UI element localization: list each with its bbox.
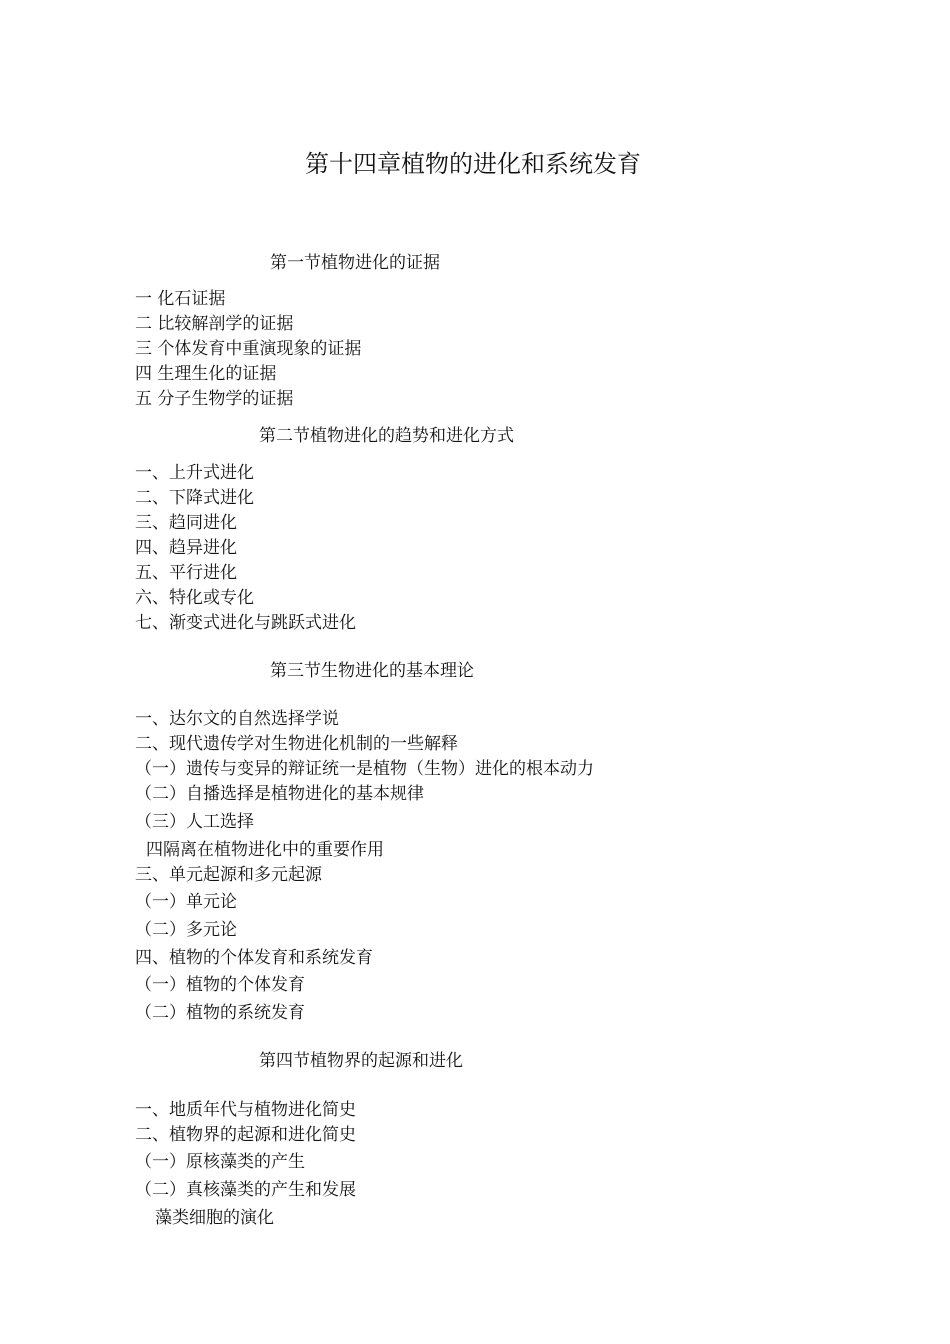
list-item: 四 生理生化的证据 (135, 364, 277, 384)
list-item: 藻类细胞的演化 (155, 1208, 274, 1228)
section-heading: 第一节植物进化的证据 (270, 253, 440, 273)
list-item: （一）遗传与变异的辩证统一是植物（生物）进化的根本动力 (135, 759, 594, 779)
list-item: 一、上升式进化 (135, 463, 254, 483)
section-heading: 第二节植物进化的趋势和进化方式 (259, 426, 514, 446)
list-item: 四隔离在植物进化中的重要作用 (146, 840, 384, 860)
list-item: 六、特化或专化 (135, 588, 254, 608)
list-item: 五 分子生物学的证据 (135, 389, 294, 409)
list-item: 二 比较解剖学的证据 (135, 314, 294, 334)
list-item: 一 化石证据 (135, 289, 226, 309)
list-item: （二）多元论 (135, 920, 237, 940)
list-item: 三、趋同进化 (135, 513, 237, 533)
list-item: （三）人工选择 (135, 812, 254, 832)
list-item: （一）原核藻类的产生 (135, 1152, 305, 1172)
list-item: 二、现代遗传学对生物进化机制的一些解释 (135, 734, 458, 754)
list-item: 五、平行进化 (135, 563, 237, 583)
section-heading: 第三节生物进化的基本理论 (270, 661, 474, 681)
list-item: （一）单元论 (135, 892, 237, 912)
section-heading: 第四节植物界的起源和进化 (259, 1051, 463, 1071)
list-item: 三 个体发育中重演现象的证据 (135, 339, 362, 359)
list-item: 四、趋异进化 (135, 538, 237, 558)
list-item: 一、达尔文的自然选择学说 (135, 709, 339, 729)
list-item: 二、下降式进化 (135, 488, 254, 508)
chapter-title: 第十四章植物的进化和系统发育 (305, 150, 641, 178)
list-item: （二）自播选择是植物进化的基本规律 (135, 784, 424, 804)
list-item: 七、渐变式进化与跳跃式进化 (135, 613, 356, 633)
list-item: 四、植物的个体发育和系统发育 (135, 948, 373, 968)
list-item: （二）真核藻类的产生和发展 (135, 1180, 356, 1200)
list-item: 三、单元起源和多元起源 (135, 865, 322, 885)
list-item: （一）植物的个体发育 (135, 975, 305, 995)
list-item: 一、地质年代与植物进化简史 (135, 1100, 356, 1120)
list-item: （二）植物的系统发育 (135, 1003, 305, 1023)
list-item: 二、植物界的起源和进化简史 (135, 1125, 356, 1145)
